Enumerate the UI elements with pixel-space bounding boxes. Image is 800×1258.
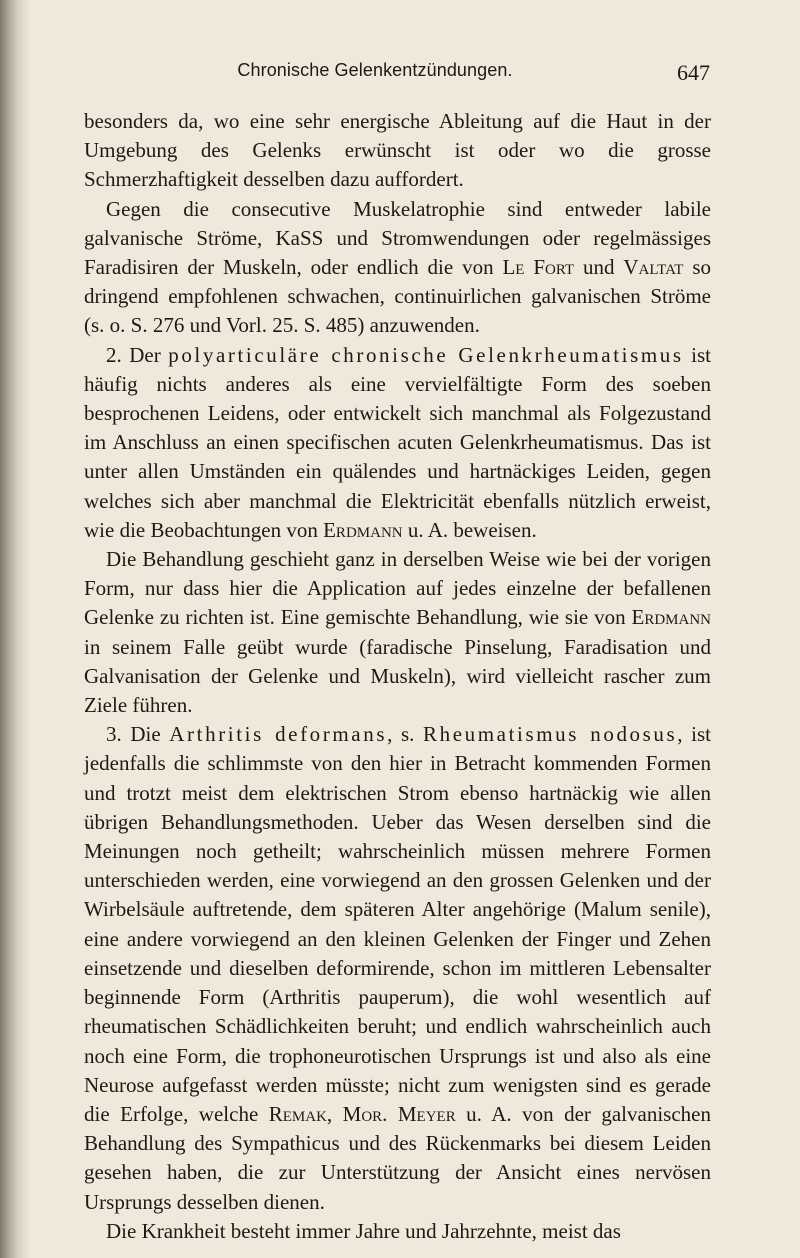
author-name-erdmann: Erdmann — [323, 517, 403, 542]
disease-term-arthritis-deformans: Arthritis deformans — [169, 722, 388, 747]
paragraph-3 — [84, 341, 711, 545]
paragraph-4-text-a: Die Behandlung geschieht ganz in derselben Weise wie bei der vorigen Form, nur dass hier die Application auf jedes einzelne der befallenen Gelenke zu richten ist. Eine gemischte Behandlung, wie sie von — [84, 547, 711, 630]
paragraph-2-text-a: Gegen die consecutive Muskelatrophie sind entweder labile galvanische Ströme, KaSS und Stromwendungen oder regelmässiges Faradisiren der Muskeln, oder endlich die von — [84, 196, 711, 280]
paragraph-6 — [84, 1217, 711, 1246]
paragraph-2-text-b: und — [574, 255, 624, 280]
paragraph-5-text-e: u. A. von der galvanischen Behandlung des Sympathicus und des Rückenmarks bei diesem Leiden gesehen haben, die zur Unterstützung der Ansicht eines nervösen Ursprungs desselben dienen. — [84, 1101, 711, 1214]
paragraph-1 — [84, 107, 711, 195]
author-name-remak: Remak — [268, 1101, 327, 1126]
page-header — [120, 60, 710, 90]
disease-term-rheumatismus-nodosus: Rheumatismus nodosus — [423, 722, 678, 747]
paragraph-3-text-c: u. A. beweisen. — [402, 517, 537, 542]
disease-term-polyarticular: polyarticuläre chronische Gelenkrheumatismus — [168, 342, 684, 367]
paragraph-5-text-b: , s. — [387, 722, 423, 747]
paragraph-1-text: besonders da, wo eine sehr energische Ableitung auf die Haut in der Umgebung des Gelenks erwünscht ist oder wo die grosse Schmerzhaftigkeit desselben dazu auffordert. — [84, 109, 711, 192]
binding-edge-shadow — [0, 0, 30, 1258]
running-head: Chronische Gelenkentzündungen. — [237, 60, 513, 80]
text-body — [84, 107, 711, 1246]
paragraph-2 — [84, 195, 711, 341]
paragraph-5-text-a: 3. Die — [106, 722, 170, 747]
page-number: 647 — [677, 60, 710, 85]
paragraph-5-text-c: , ist jedenfalls die schlimmste von den hier in Betracht kommenden Formen und trotzt meist dem elektrischen Strom ebenso hartnäckig wie allen übrigen Behandlungsmethoden. Ueber das Wesen derselben sind die Meinungen noch getheilt; wahrscheinlich müssen mehrere Formen unterschieden werden, eine vorwiegend an den grossen Gelenken und der Wirbelsäule auftretende, dem späteren Alter angehörige (Malum senile), eine andere vorwiegend an den kleinen Gelenken der Finger und Zehen einsetzende und dieselben deformirende, schon im mittleren Lebensalter beginnende Form (Arthritis pauperum), die wohl wesentlich auf rheumatischen Schädlichkeiten beruht; und endlich wahrscheinlich auch noch eine Form, die trophoneurotischen Ursprungs ist und also als eine Neurose aufgefasst werden müsste; nicht zum wenigsten sind es gerade die Erfolge, welche — [84, 722, 711, 1126]
paragraph-2-text-c: so dringend empfohlenen schwachen, continuirlichen galvanischen Ströme (s. o. S. 276 und Vorl. 25. S. 485) anzuwenden. — [84, 255, 711, 338]
paragraph-4 — [84, 545, 711, 720]
paragraph-5-text-d: , — [326, 1101, 343, 1126]
paragraph-4-text-b: in seinem Falle geübt wurde (faradische Pinselung, Faradisation und Galvanisation der Gelenke und Muskeln), wird vielleicht rascher zum Ziele führen. — [84, 634, 711, 718]
paragraph-6-text: Die Krankheit besteht immer Jahre und Jahrzehnte, meist das — [106, 1218, 621, 1243]
author-name-mor-meyer: Mor. Meyer — [342, 1101, 456, 1126]
paragraph-3-text-a: 2. Der — [106, 342, 169, 367]
author-name-erdmann-2: Erdmann — [631, 605, 711, 630]
author-name-le-fort: Le Fort — [502, 255, 575, 280]
paragraph-5 — [84, 720, 711, 1216]
paragraph-3-text-b: ist häufig nichts anderes als eine vervielfältigte Form des soeben besprochenen Leidens, oder entwickelt sich manchmal als Folgezustand im Anschluss an einen specifischen acuten Gelenkrheumatismus. Das ist unter allen Umständen ein quälendes und hartnäckiges Leiden, gegen welches sich aber manchmal die Elektricität ebenfalls nützlich erweist, wie die Beobachtungen von — [84, 342, 712, 542]
author-name-valtat: Valtat — [623, 255, 684, 280]
